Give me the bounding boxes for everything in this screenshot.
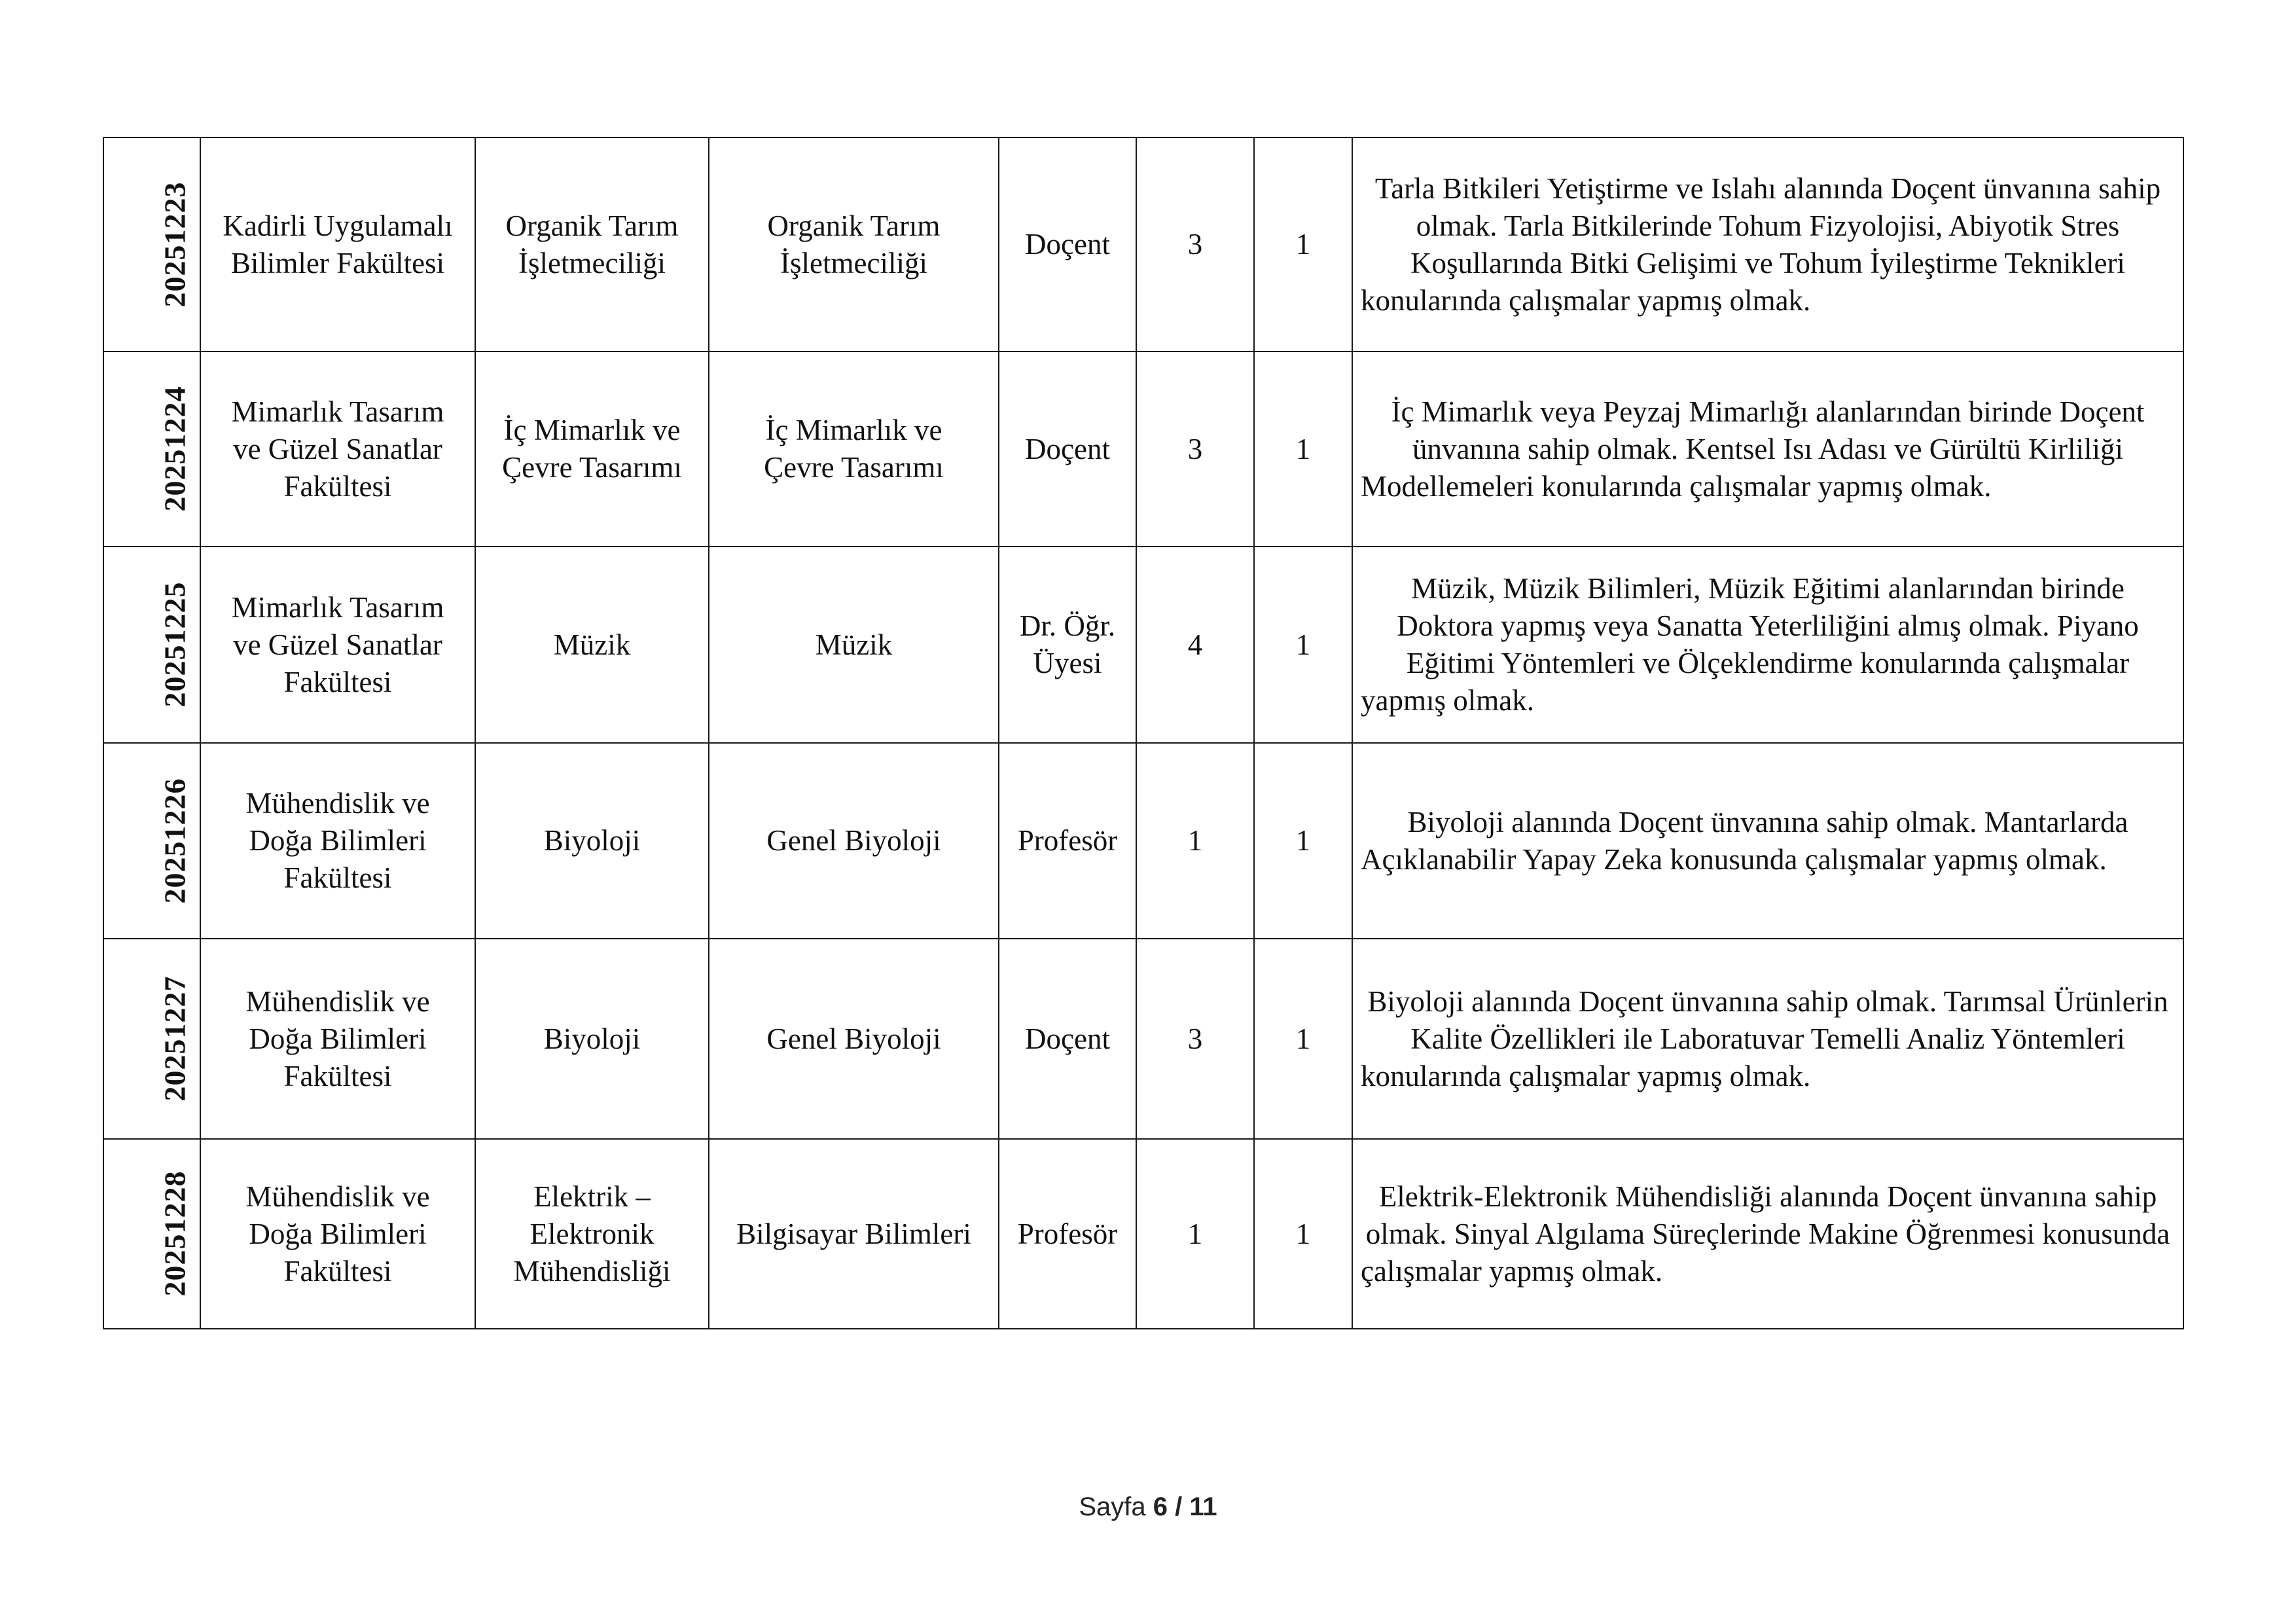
count-cell: 1 xyxy=(1254,547,1352,743)
title-cell: Dr. Öğr. Üyesi xyxy=(999,547,1136,743)
degree-cell: 3 xyxy=(1136,939,1254,1139)
position-code-cell xyxy=(103,352,200,547)
requirement-cell: Müzik, Müzik Bilimleri, Müzik Eğitimi alanlarından birinde Doktora yapmış veya Sanatta Yeterliliğini almış olmak. Piyano Eğitimi Yöntemleri ve Ölçeklendirme konularında çalışmalar yapmış olmak. xyxy=(1352,547,2183,743)
count-cell: 1 xyxy=(1254,1139,1352,1329)
page-label: Sayfa xyxy=(1079,1492,1146,1521)
position-code: 20251225 xyxy=(158,581,192,708)
faculty-cell: Mühendislik ve Doğa Bilimleri Fakültesi xyxy=(200,939,475,1139)
department-cell: Müzik xyxy=(475,547,709,743)
requirement-cell: İç Mimarlık veya Peyzaj Mimarlığı alanlarından birinde Doçent ünvanına sahip olmak. Kentsel Isı Adası ve Gürültü Kirliliği Modellemeleri konularında çalışmalar yapmış olmak. xyxy=(1352,352,2183,547)
position-code-cell xyxy=(103,939,200,1139)
count-cell: 1 xyxy=(1254,743,1352,939)
faculty-cell: Mühendislik ve Doğa Bilimleri Fakültesi xyxy=(200,1139,475,1329)
count-cell: 1 xyxy=(1254,939,1352,1139)
title-cell: Doçent xyxy=(999,939,1136,1139)
department-cell: Biyoloji xyxy=(475,939,709,1139)
faculty-cell: Mimarlık Tasarım ve Güzel Sanatlar Fakültesi xyxy=(200,352,475,547)
division-cell: İç Mimarlık ve Çevre Tasarımı xyxy=(709,352,999,547)
count-cell: 1 xyxy=(1254,137,1352,352)
division-cell: Genel Biyoloji xyxy=(709,743,999,939)
faculty-cell: Mühendislik ve Doğa Bilimleri Fakültesi xyxy=(200,743,475,939)
division-cell: Müzik xyxy=(709,547,999,743)
table-row xyxy=(103,352,2183,547)
position-code: 20251228 xyxy=(158,1170,192,1297)
requirement-cell: Biyoloji alanında Doçent ünvanına sahip olmak. Tarımsal Ürünlerin Kalite Özellikleri ile Laboratuvar Temelli Analiz Yöntemleri konularında çalışmalar yapmış olmak. xyxy=(1352,939,2183,1139)
total-pages-number: 11 xyxy=(1189,1492,1217,1521)
division-cell: Genel Biyoloji xyxy=(709,939,999,1139)
degree-cell: 3 xyxy=(1136,137,1254,352)
requirement-cell: Elektrik-Elektronik Mühendisliği alanında Doçent ünvanına sahip olmak. Sinyal Algılama Süreçlerinde Makine Öğrenmesi konusunda çalışmalar yapmış olmak. xyxy=(1352,1139,2183,1329)
count-cell: 1 xyxy=(1254,352,1352,547)
department-cell: İç Mimarlık ve Çevre Tasarımı xyxy=(475,352,709,547)
position-code: 20251226 xyxy=(158,778,192,903)
faculty-cell: Kadirli Uygulamalı Bilimler Fakültesi xyxy=(200,137,475,352)
degree-cell: 1 xyxy=(1136,743,1254,939)
page-footer xyxy=(0,1492,2296,1522)
table-row xyxy=(103,1139,2183,1329)
table-row xyxy=(103,939,2183,1139)
table-row xyxy=(103,547,2183,743)
requirement-cell: Tarla Bitkileri Yetiştirme ve Islahı alanında Doçent ünvanına sahip olmak. Tarla Bitkilerinde Tohum Fizyolojisi, Abiyotik Stres Koşullarında Bitki Gelişimi ve Tohum İyileştirme Teknikleri konularında çalışmalar yapmış olmak. xyxy=(1352,137,2183,352)
degree-cell: 3 xyxy=(1136,352,1254,547)
current-page-number: 6 xyxy=(1153,1492,1168,1521)
position-code-cell xyxy=(103,137,200,352)
division-cell: Bilgisayar Bilimleri xyxy=(709,1139,999,1329)
degree-cell: 1 xyxy=(1136,1139,1254,1329)
position-code-cell xyxy=(103,1139,200,1329)
title-cell: Doçent xyxy=(999,137,1136,352)
title-cell: Doçent xyxy=(999,352,1136,547)
position-code: 20251227 xyxy=(158,975,192,1102)
title-cell: Profesör xyxy=(999,1139,1136,1329)
faculty-cell: Mimarlık Tasarım ve Güzel Sanatlar Fakültesi xyxy=(200,547,475,743)
division-cell: Organik Tarım İşletmeciliği xyxy=(709,137,999,352)
degree-cell: 4 xyxy=(1136,547,1254,743)
requirement-cell: Biyoloji alanında Doçent ünvanına sahip olmak. Mantarlarda Açıklanabilir Yapay Zeka konusunda çalışmalar yapmış olmak. xyxy=(1352,743,2183,939)
positions-table xyxy=(103,137,2184,1329)
position-code: 20251224 xyxy=(158,386,192,512)
table-row xyxy=(103,743,2183,939)
position-code: 20251223 xyxy=(158,181,192,307)
page-separator: / xyxy=(1175,1492,1183,1521)
title-cell: Profesör xyxy=(999,743,1136,939)
department-cell: Elektrik – Elektronik Mühendisliği xyxy=(475,1139,709,1329)
department-cell: Biyoloji xyxy=(475,743,709,939)
position-code-cell xyxy=(103,743,200,939)
position-code-cell xyxy=(103,547,200,743)
table-row xyxy=(103,137,2183,352)
department-cell: Organik Tarım İşletmeciliği xyxy=(475,137,709,352)
